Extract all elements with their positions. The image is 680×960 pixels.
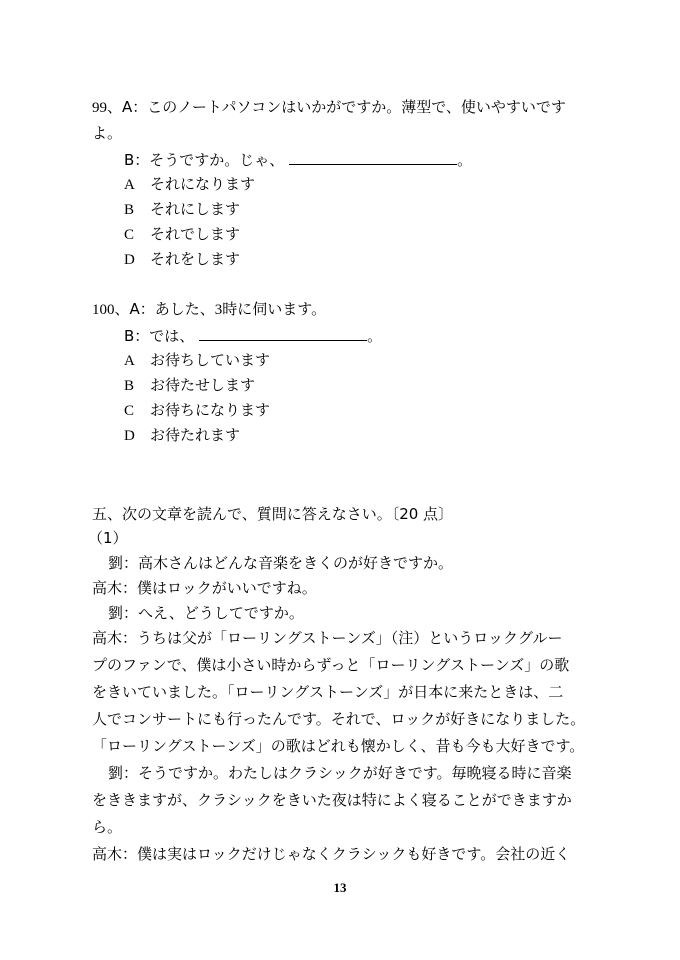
dialogue-line: 劉：へえ、どうしてですか。 <box>108 604 304 622</box>
section5-subheading: （1） <box>88 529 128 547</box>
dialogue-line: プのファンで、僕は小さい時からずっと「ローリングストーンズ」の歌 <box>92 656 570 674</box>
q100-a-text-post: 時に伺います。 <box>222 300 327 318</box>
q100-option[interactable] <box>124 376 255 395</box>
q100-option[interactable] <box>124 401 270 420</box>
q99-option[interactable] <box>124 250 240 269</box>
dialogue-line: 人でコンサートにも行ったんです。それで、ロックが好きになりました。 <box>92 710 586 728</box>
dialogue-line: 高木：僕はロックがいいですね。 <box>92 579 317 597</box>
q99-speaker-b: B： <box>124 151 150 169</box>
q100-option-text: お待ちしています <box>150 351 271 369</box>
q100-option-letter: B <box>124 378 135 394</box>
q100-option[interactable] <box>124 351 270 370</box>
q99-b-text: そうですか。じゃ、 <box>149 151 285 169</box>
dialogue-line: 「ローリングストーンズ」の歌はどれも懐かしく、昔も今も大好きです。 <box>92 737 585 755</box>
q100-option-letter: C <box>124 403 135 419</box>
dialogue-line: ら。 <box>92 818 123 836</box>
q99-option[interactable] <box>124 200 240 219</box>
q99-number: 99、 <box>92 100 123 116</box>
q100-option-text: お待たれます <box>150 426 241 444</box>
q100-number: 100、 <box>92 302 130 318</box>
q99-option[interactable] <box>124 225 240 244</box>
q100-option-letter: A <box>124 353 135 369</box>
q99-option[interactable] <box>124 175 255 194</box>
q99-option-text: それをします <box>150 250 241 268</box>
q99-option-text: それでします <box>150 225 241 243</box>
q99-option-letter: B <box>124 202 135 218</box>
q100-option-text: お待ちになります <box>150 401 271 419</box>
dialogue-line: をききますが、クラシックをきいた夜は特によく寝ることができますか <box>92 791 572 809</box>
q100-b-end: 。 <box>367 327 383 345</box>
q99-option-text: それになります <box>150 175 256 193</box>
q99-prompt-line1 <box>92 98 566 117</box>
dialogue-line: 劉：高木さんはどんな音楽をきくのが好きですか。 <box>108 554 454 572</box>
dialogue-line: 高木：僕は実はロックだけじゃなくクラシックも好きです。会社の近く <box>92 845 571 863</box>
q100-a-text: あした、 <box>154 300 215 318</box>
page-number: 13 <box>333 880 347 895</box>
q99-a-line2: よ。 <box>92 124 123 142</box>
q100-a-number: 3 <box>214 302 223 318</box>
section5-heading: 五、次の文章を読んで、質問に答えなさい。〔20 点〕 <box>92 505 454 523</box>
dialogue-line: 高木：うちは父が「ローリングストーンズ」（注）というロックグルー <box>92 629 563 647</box>
q99-speaker-a: A： <box>122 98 148 116</box>
q100-speaker-a: A： <box>129 300 155 318</box>
q100-b-text: では、 <box>149 327 195 345</box>
q99-option-letter: A <box>124 177 135 193</box>
q99-prompt-line2 <box>92 124 122 142</box>
q99-response <box>124 150 472 169</box>
q99-b-end: 。 <box>457 151 473 169</box>
q99-option-letter: C <box>124 227 135 243</box>
dialogue-line: をきいていました。「ローリングストーンズ」が日本に来たときは、二 <box>92 683 564 701</box>
q100-response <box>124 326 382 345</box>
q100-speaker-b: B： <box>124 327 150 345</box>
q100-option[interactable] <box>124 426 240 445</box>
q99-option-letter: D <box>124 252 135 268</box>
q100-prompt <box>92 300 326 319</box>
q100-option-text: お待たせします <box>150 376 256 394</box>
q100-answer-blank[interactable] <box>199 326 367 341</box>
q100-option-letter: D <box>124 428 135 444</box>
dialogue-line: 劉：そうですか。わたしはクラシックが好きです。毎晩寝る時に音楽 <box>108 764 572 782</box>
q99-a-line1: このノートパソコンはいかがですか。薄型で、使いやすいです <box>147 98 566 116</box>
q99-option-text: それにします <box>150 200 241 218</box>
q99-answer-blank[interactable] <box>289 150 457 165</box>
